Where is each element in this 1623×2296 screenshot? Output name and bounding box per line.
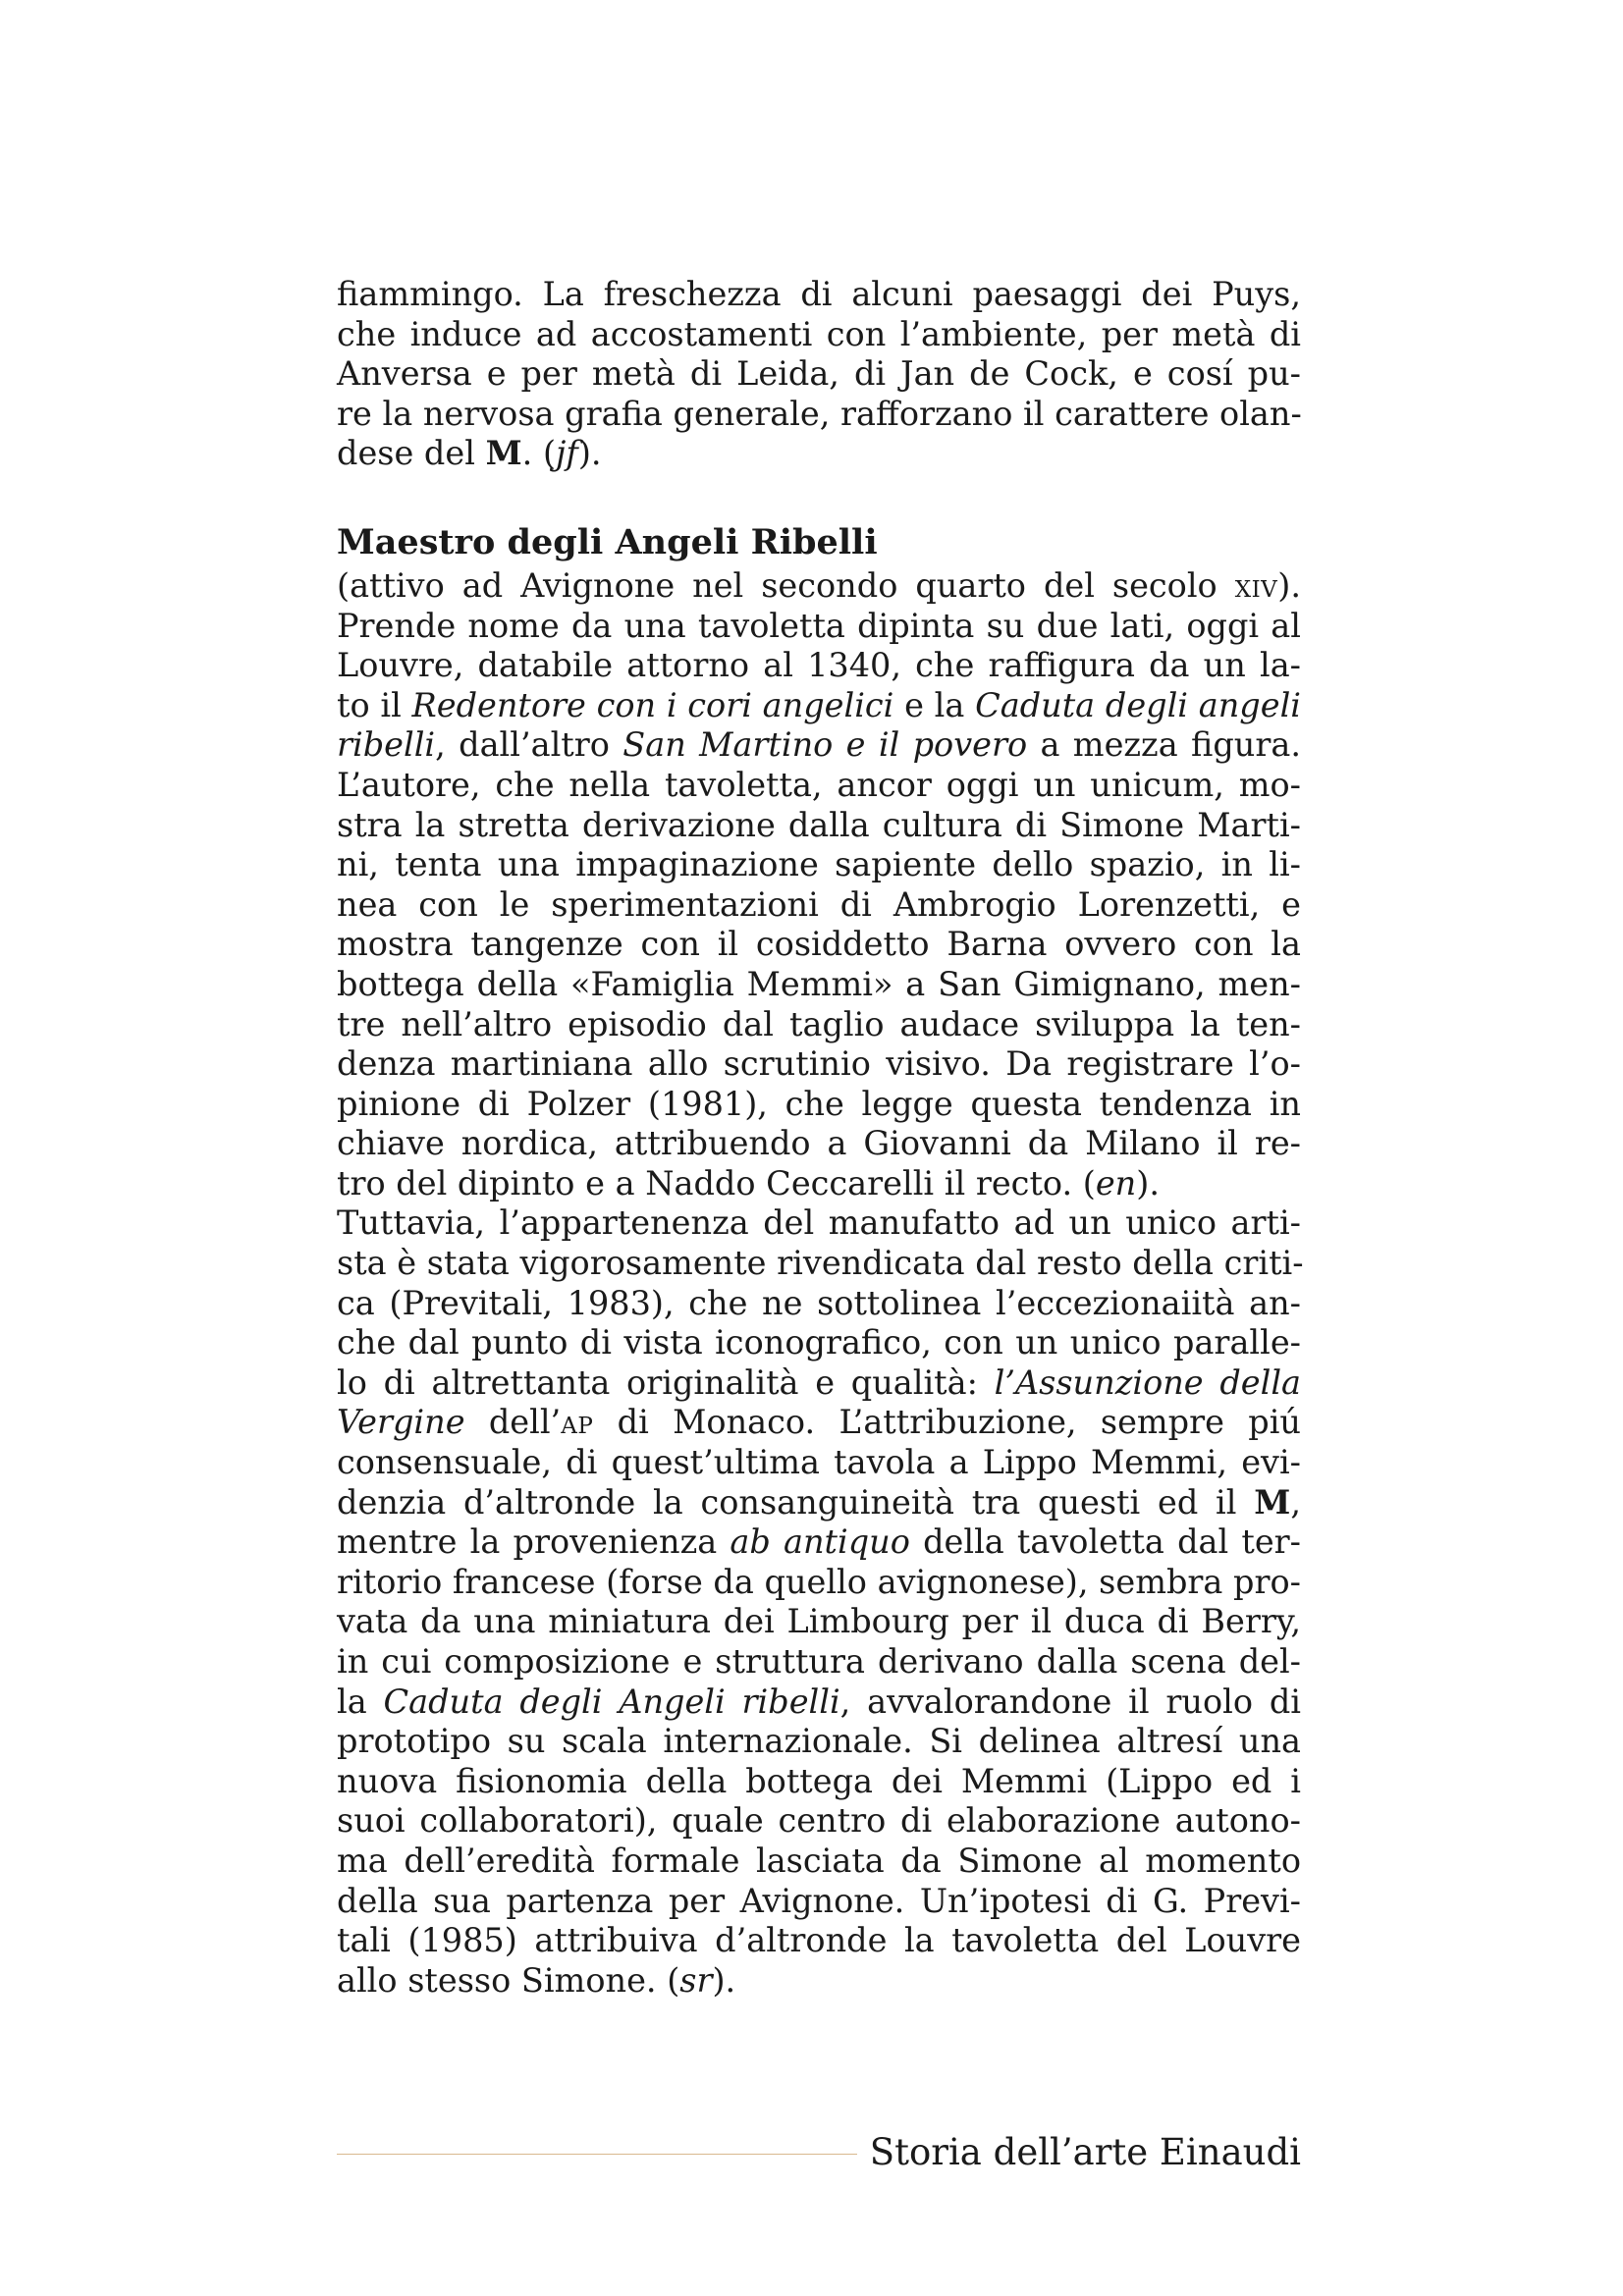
text-run: di Monaco. L’attribuzione, sempre piú xyxy=(593,1403,1301,1442)
text-line: mostra tangenze con il cosiddetto Barna ovvero con la xyxy=(337,925,1301,964)
author-initials: en xyxy=(1095,1163,1137,1202)
text-run: dese del xyxy=(337,434,486,473)
intro-paragraph xyxy=(337,275,1301,474)
text-line: ritorio francese (forse da quello avignonese), sembra pro- xyxy=(337,1562,1301,1601)
text-line: tali (1985) attribuiva d’altronde la tavoletta del Louvre xyxy=(337,1921,1301,1960)
text-line xyxy=(337,1522,1301,1563)
text-line: nuova fisionomia della bottega dei Memmi (Lippo ed i xyxy=(337,1761,1301,1800)
text-line: tre nell’altro episodio dal taglio audace sviluppa la ten- xyxy=(337,1004,1301,1043)
text-line: in cui composizione e struttura derivano dalla scena del- xyxy=(337,1642,1301,1681)
bold-abbreviation: M xyxy=(1254,1482,1291,1522)
artwork-title: Caduta degli Angeli ribelli xyxy=(383,1682,840,1721)
text-line: L’autore, che nella tavoletta, ancor oggi un unicum, mo- xyxy=(337,765,1301,804)
text-run: dell’ xyxy=(464,1403,562,1442)
text-run: ). xyxy=(1277,565,1301,605)
text-line: bottega della «Famiglia Memmi» a San Gimignano, men- xyxy=(337,964,1301,1003)
text-line xyxy=(337,725,1301,766)
text-line: che dal punto di vista iconografico, con un unico paralle- xyxy=(337,1323,1301,1362)
text-line: vata da una miniatura dei Limbourg per il duca di Berry, xyxy=(337,1602,1301,1641)
text-run: ). xyxy=(577,434,602,473)
author-initials: sr xyxy=(679,1960,713,2000)
text-line: ni, tenta una impaginazione sapiente dello spazio, in li- xyxy=(337,845,1301,884)
text-line xyxy=(337,1682,1301,1723)
text-run: a mezza figura. xyxy=(1027,725,1301,765)
text-run: la xyxy=(337,1682,384,1721)
text-run: , xyxy=(1290,1482,1301,1522)
text-run: della tavoletta dal ter- xyxy=(909,1522,1302,1562)
text-line: sta è stata vigorosamente rivendicata dal resto della criti- xyxy=(337,1244,1304,1283)
text-line xyxy=(337,686,1301,726)
text-run: allo stesso Simone. ( xyxy=(337,1960,680,2000)
footer-title: Storia dell’arte Einaudi xyxy=(869,2131,1301,2173)
author-initials: jf xyxy=(556,434,578,473)
artwork-title: San Martino e il povero xyxy=(622,725,1028,765)
text-line: Prende nome da una tavoletta dipinta su due lati, oggi al xyxy=(337,606,1301,645)
page-footer xyxy=(337,2130,1301,2175)
text-line: suoi collaboratori), quale centro di elaborazione autono- xyxy=(337,1801,1301,1841)
text-line: Louvre, databile attorno al 1340, che raffigura da un la- xyxy=(337,646,1301,685)
entry-paragraph-2 xyxy=(337,1203,1304,2001)
footer-divider xyxy=(337,2154,857,2155)
text-line xyxy=(337,1363,1301,1404)
text-line: della sua partenza per Avignone. Un’ipotesi di G. Previ- xyxy=(337,1881,1301,1920)
text-line: ca (Previtali, 1983), che ne sottolinea l’eccezionaiità an- xyxy=(337,1283,1301,1322)
text-line: nea con le sperimentazioni di Ambrogio Lorenzetti, e xyxy=(337,884,1301,924)
text-line: consensuale, di quest’ultima tavola a Lippo Memmi, evi- xyxy=(337,1443,1301,1482)
text-line xyxy=(337,1403,1301,1443)
text-line: re la nervosa grafia generale, rafforzano il carattere olan- xyxy=(337,394,1302,433)
text-line: che induce ad accostamenti con l’ambiente, per metà di xyxy=(337,314,1301,353)
text-line: fiammingo. La freschezza di alcuni paesaggi dei Puys, xyxy=(337,275,1301,313)
text-line: denza martiniana allo scrutinio visivo. Da registrare l’o- xyxy=(337,1044,1301,1084)
text-run: e la xyxy=(893,685,976,724)
text-line: pinione di Polzer (1981), che legge questa tendenza in xyxy=(337,1084,1301,1123)
artwork-title: Redentore con i cori angelici xyxy=(411,685,894,724)
text-line: stra la stretta derivazione dalla cultura di Simone Marti- xyxy=(337,805,1301,844)
page-body xyxy=(337,275,1304,2001)
text-line: Tuttavia, l’appartenenza del manufatto ad un unico arti- xyxy=(337,1203,1301,1243)
artwork-title: l’Assunzione della xyxy=(994,1362,1302,1402)
text-line xyxy=(337,1961,1301,2002)
small-caps-run: ap xyxy=(561,1403,594,1442)
text-line xyxy=(337,434,1301,474)
text-run: ). xyxy=(1136,1163,1160,1202)
text-run: (attivo ad Avignone nel secondo quarto del secolo xyxy=(337,565,1235,605)
text-run: to il xyxy=(337,685,412,724)
text-line xyxy=(337,566,1301,607)
artwork-title: Vergine xyxy=(337,1403,465,1442)
text-line: Anversa e per metà di Leida, di Jan de Cock, e cosí pu- xyxy=(337,354,1301,394)
text-run: . ( xyxy=(521,434,557,473)
text-run: ). xyxy=(712,1960,736,2000)
entry-paragraph-1 xyxy=(337,566,1301,1204)
artwork-title: Caduta degli angeli xyxy=(975,685,1301,724)
bold-abbreviation: M xyxy=(485,434,522,473)
text-line xyxy=(337,1483,1301,1523)
text-line: chiave nordica, attribuendo a Giovanni da Milano il re- xyxy=(337,1124,1301,1163)
text-run: , dall’altro xyxy=(435,725,623,765)
text-line: ma dell’eredità formale lasciata da Simone al momento xyxy=(337,1841,1301,1880)
small-caps-run: xiv xyxy=(1234,565,1278,605)
text-run: tro del dipinto e a Naddo Ceccarelli il recto. ( xyxy=(337,1163,1096,1202)
text-line xyxy=(337,1164,1301,1204)
entry-heading: Maestro degli Angeli Ribelli xyxy=(337,521,878,562)
text-run: , avvalorandone il ruolo di xyxy=(839,1682,1301,1721)
text-run: mentre la provenienza xyxy=(337,1522,730,1562)
text-run: denzia d’altronde la consanguineità tra questi ed il xyxy=(337,1482,1255,1522)
italic-phrase: ab antiquo xyxy=(730,1522,910,1562)
text-line: prototipo su scala internazionale. Si delinea altresí una xyxy=(337,1722,1301,1761)
text-run: lo di altrettanta originalità e qualità: xyxy=(337,1362,995,1402)
artwork-title: ribelli xyxy=(337,725,436,765)
